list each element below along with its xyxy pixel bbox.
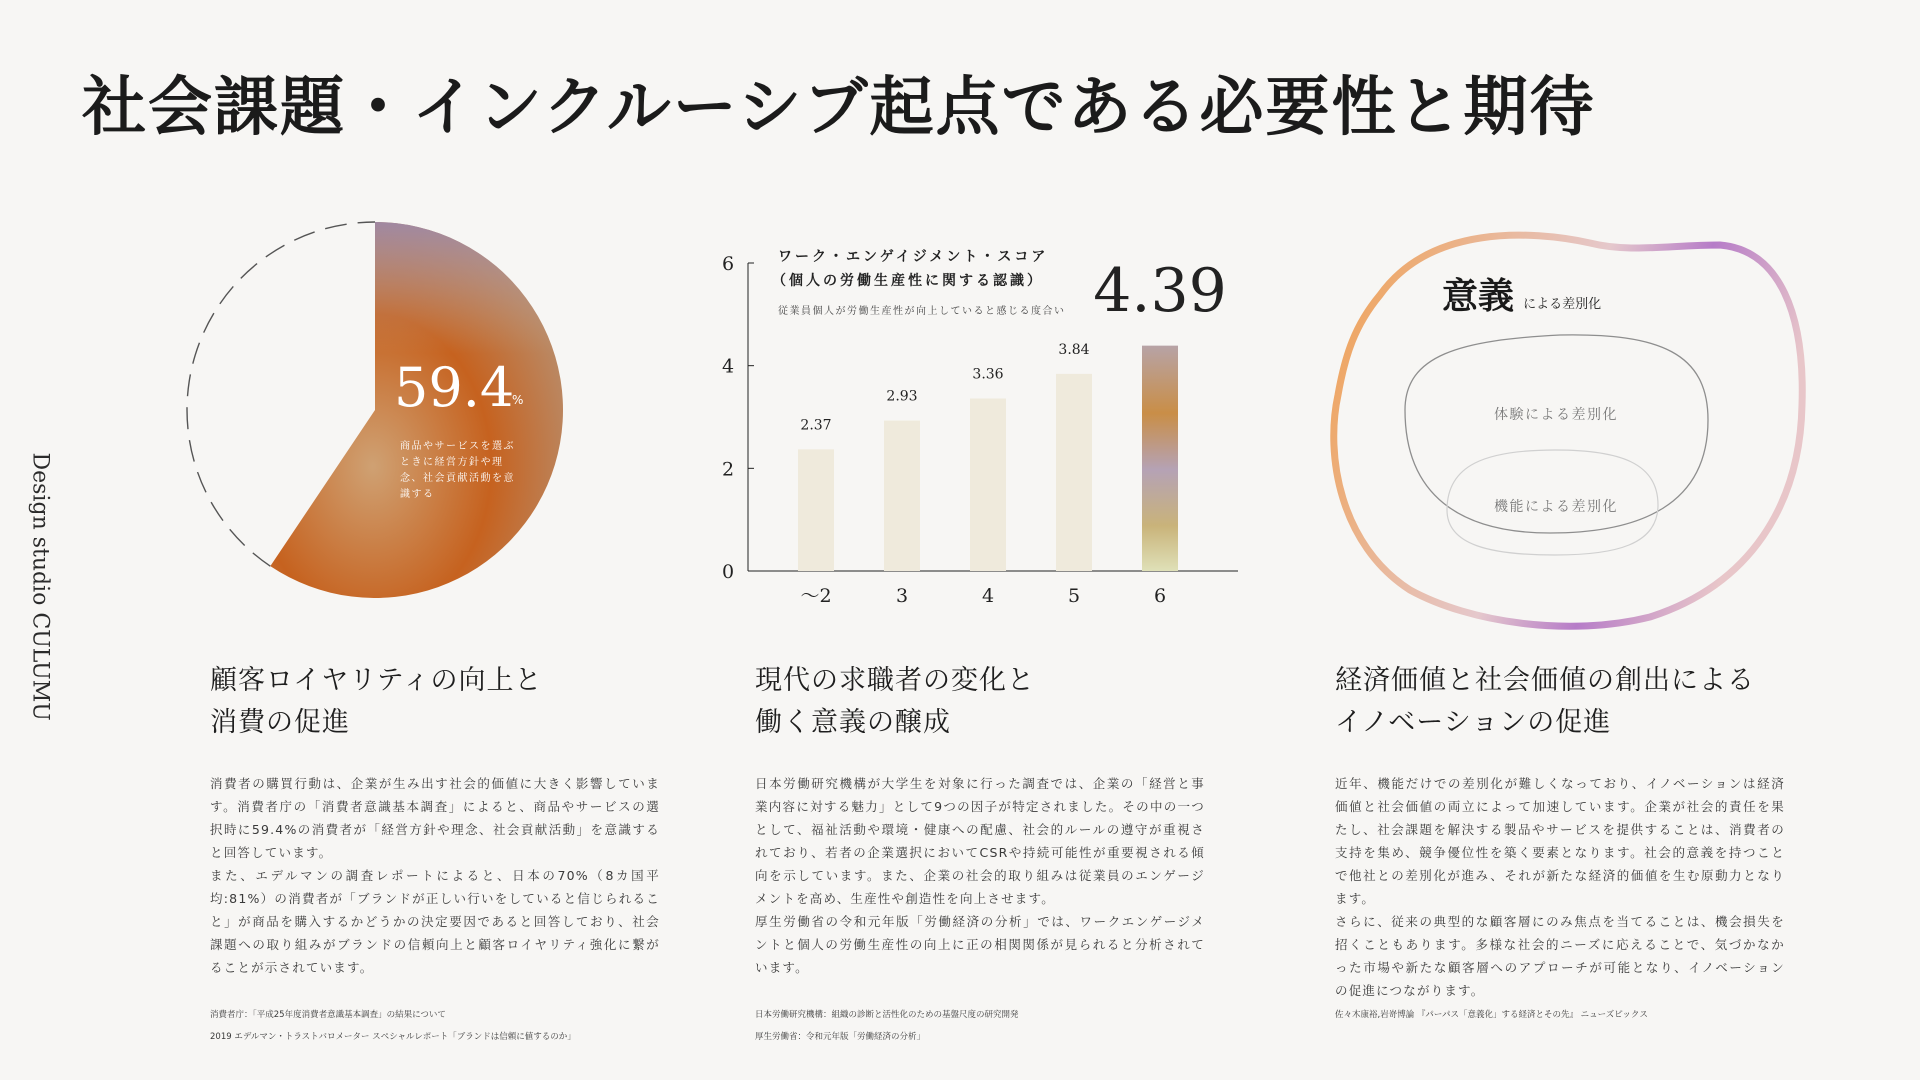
bar-chart-note: 従業員個人が労働生産性が向上していると感じる度合い <box>778 306 1066 317</box>
heading-line: 現代の求職者の変化と <box>755 665 1035 696</box>
pie-caption-4: 識する <box>400 489 435 500</box>
x-tick-label: 4 <box>981 585 995 607</box>
y-tick-label: 4 <box>721 355 735 378</box>
paragraph: 近年、機能だけでの差別化が難しくなっており、イノベーションは経済価値と社会価値の両立によって加速しています。企業が社会的責任を果たし、社会課題を解決する製品やサービスを提供することは、消費者の支持を集め、競争優位性を築く要素となります。社会的意義を持つことで他社との差別化が進み、それが新たな経済的価値を生む原動力となります。 <box>1335 776 1785 906</box>
brand-name: Design studio CULUMU <box>27 452 53 721</box>
outer-label-suffix: による差別化 <box>1523 297 1602 312</box>
column-body <box>755 772 1205 979</box>
pie-caption-2: ときに経営方針や理 <box>400 457 504 468</box>
bar <box>884 421 920 571</box>
column-heading <box>755 660 1205 744</box>
column-body <box>210 772 660 979</box>
paragraph: 厚生労働省の令和元年版「労働経済の分析」では、ワークエンゲージメントと個人の労働生産性の向上に正の相関関係が見られると分析されています。 <box>755 914 1205 975</box>
x-tick-label: 6 <box>1153 585 1167 607</box>
source-note: 日本労働研究機構：組織の診断と活性化のための基盤尺度の研究開発 <box>755 1010 1019 1020</box>
middle-label: 体験による差別化 <box>1494 407 1618 423</box>
bar <box>1056 374 1092 571</box>
x-tick-label: 〜2 <box>800 585 832 607</box>
pie-unit: % <box>512 393 524 407</box>
paragraph: 日本労働研究機構が大学生を対象に行った調査では、企業の「経営と事業内容に対する魅力」として9つの因子が特定されました。その中の一つとして、福祉活動や環境・健康への配慮、社会的ルールの遵守が重視されており、若者の企業選択においてCSRや持続可能性が重要視される傾向を示しています。また、企業の社会的取り組みは従業員のエンゲージメントを高め、生産性や創造性を向上させます。 <box>755 776 1205 906</box>
bar <box>1142 346 1178 571</box>
bar-chart-subtitle: （個人の労働生産性に関する認識） <box>772 273 1044 289</box>
column-sources <box>1335 1010 1785 1032</box>
bar-value-label: 2.93 <box>886 388 918 405</box>
paragraph: また、エデルマンの調査レポートによると、日本の70%（8カ国平均:81%）の消費者が「ブランドが正しい行いをしていると信じられること」が商品を購入するかどうかの決定要因であると回答しており、社会課題への取り組みがブランドの信頼向上と顧客ロイヤリティ強化に繋がることが示されています。 <box>210 868 660 975</box>
column-sources <box>210 1010 660 1054</box>
source-note: 厚生労働省：令和元年版「労働経済の分析」 <box>755 1032 926 1042</box>
heading-line: イノベーションの促進 <box>1335 707 1612 738</box>
bar-value-label: 3.36 <box>972 366 1004 383</box>
bar <box>970 399 1006 571</box>
y-tick-label: 6 <box>721 253 735 275</box>
bar <box>798 449 834 571</box>
column-loyalty <box>210 660 660 979</box>
pie-caption-3: 念、社会貢献活動を意 <box>400 473 515 484</box>
outer-label-main: 意義 <box>1442 276 1515 317</box>
x-tick-label: 3 <box>895 585 909 607</box>
y-tick-label: 2 <box>721 458 735 481</box>
inner-label: 機能による差別化 <box>1494 499 1618 515</box>
pie-caption-1: 商品やサービスを選ぶ <box>400 441 515 452</box>
paragraph: 消費者の購買行動は、企業が生み出す社会的価値に大きく影響しています。消費者庁の「消費者意識基本調査」によると、商品やサービスの選択時に59.4%の消費者が「経営方針や理念、社会貢献活動」を意識すると回答しています。 <box>210 776 660 860</box>
differentiation-diagram <box>1300 205 1820 635</box>
column-heading <box>1335 660 1785 744</box>
source-note: 佐々木康裕,岩嵜博論 『パーパス「意義化」する経済とその先』 ニューズピックス <box>1335 1010 1648 1020</box>
bar-value-label: 2.37 <box>800 417 832 434</box>
column-heading <box>210 660 660 744</box>
bar-value-label: 3.84 <box>1058 341 1090 358</box>
heading-line: 顧客ロイヤリティの向上と <box>210 665 543 696</box>
bar-chart-title: ワーク・エンゲイジメント・スコア <box>778 249 1049 265</box>
y-tick-label: 0 <box>721 561 735 583</box>
source-note: 消費者庁：「平成25年度消費者意識基本調査」の結果について <box>210 1010 446 1020</box>
heading-line: 働く意義の醸成 <box>755 707 951 738</box>
x-tick-label: 5 <box>1067 585 1081 607</box>
outer-ring <box>1334 235 1802 626</box>
column-body <box>1335 772 1785 1002</box>
pie-chart <box>180 220 580 600</box>
pie-value: 59.4 <box>394 356 515 419</box>
column-innovation <box>1335 660 1785 1002</box>
source-note: 2019 エデルマン・トラストバロメーター スペシャルレポート「ブランドは信頼に値するのか」 <box>210 1032 576 1042</box>
column-jobseekers <box>755 660 1205 979</box>
heading-line: 経済価値と社会価値の創出による <box>1335 665 1755 696</box>
bar-value-label: 4.39 <box>1093 256 1227 326</box>
page-title: 社会課題・インクルーシブ起点である必要性と期待 <box>82 70 1596 145</box>
heading-line: 消費の促進 <box>210 707 350 738</box>
paragraph: さらに、従来の典型的な顧客層にのみ焦点を当てることは、機会損失を招くこともあります。多様な社会的ニーズに応えることで、気づかなかった市場や新たな顧客層へのアプローチが可能となり、イノベーションの促進につながります。 <box>1335 914 1785 998</box>
column-sources <box>755 1010 1205 1054</box>
bar-chart <box>700 235 1260 615</box>
